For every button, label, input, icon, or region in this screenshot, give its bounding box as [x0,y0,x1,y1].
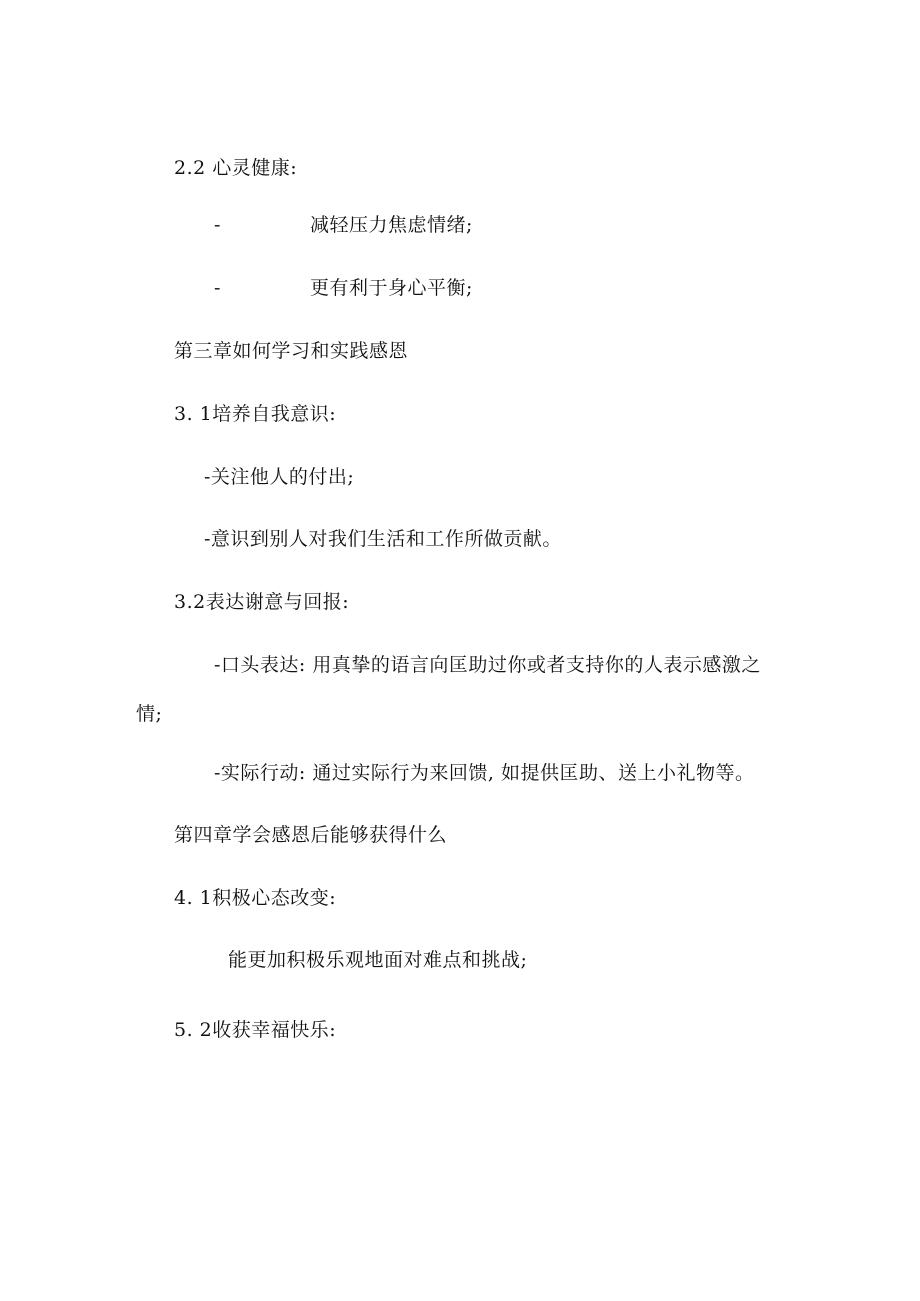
paragraph-line: -实际行动: 通过实际行为来回馈, 如提供匡助、送上小礼物等。 [214,762,755,784]
list-bullet: - [214,277,221,299]
section-heading-3-2: 3.2表达谢意与回报: [174,591,350,613]
list-item: -关注他人的付出; [204,466,355,488]
paragraph-line: -口头表达: 用真挚的语言向匡助过你或者支持你的人表示感激之 [214,654,761,676]
chapter-heading-3: 第三章如何学习和实践感恩 [174,340,409,362]
list-item: 减轻压力焦虑情绪; [310,214,473,236]
list-item: -意识到别人对我们生活和工作所做贡献。 [204,528,562,550]
paragraph-line: 情; [136,703,163,725]
chapter-heading-4: 第四章学会感恩后能够获得什么 [174,824,448,846]
paragraph-line: 能更加积极乐观地面对难点和挑战; [228,949,528,971]
list-item: 更有利于身心平衡; [310,277,473,299]
section-heading-3-1: 3. 1培养自我意识: [174,403,337,425]
section-heading-2-2: 2.2 心灵健康: [174,157,298,179]
section-heading-4-1: 4. 1积极心态改变: [174,887,337,909]
section-heading-5-2: 5. 2收获幸福快乐: [174,1019,337,1041]
list-bullet: - [214,214,221,236]
